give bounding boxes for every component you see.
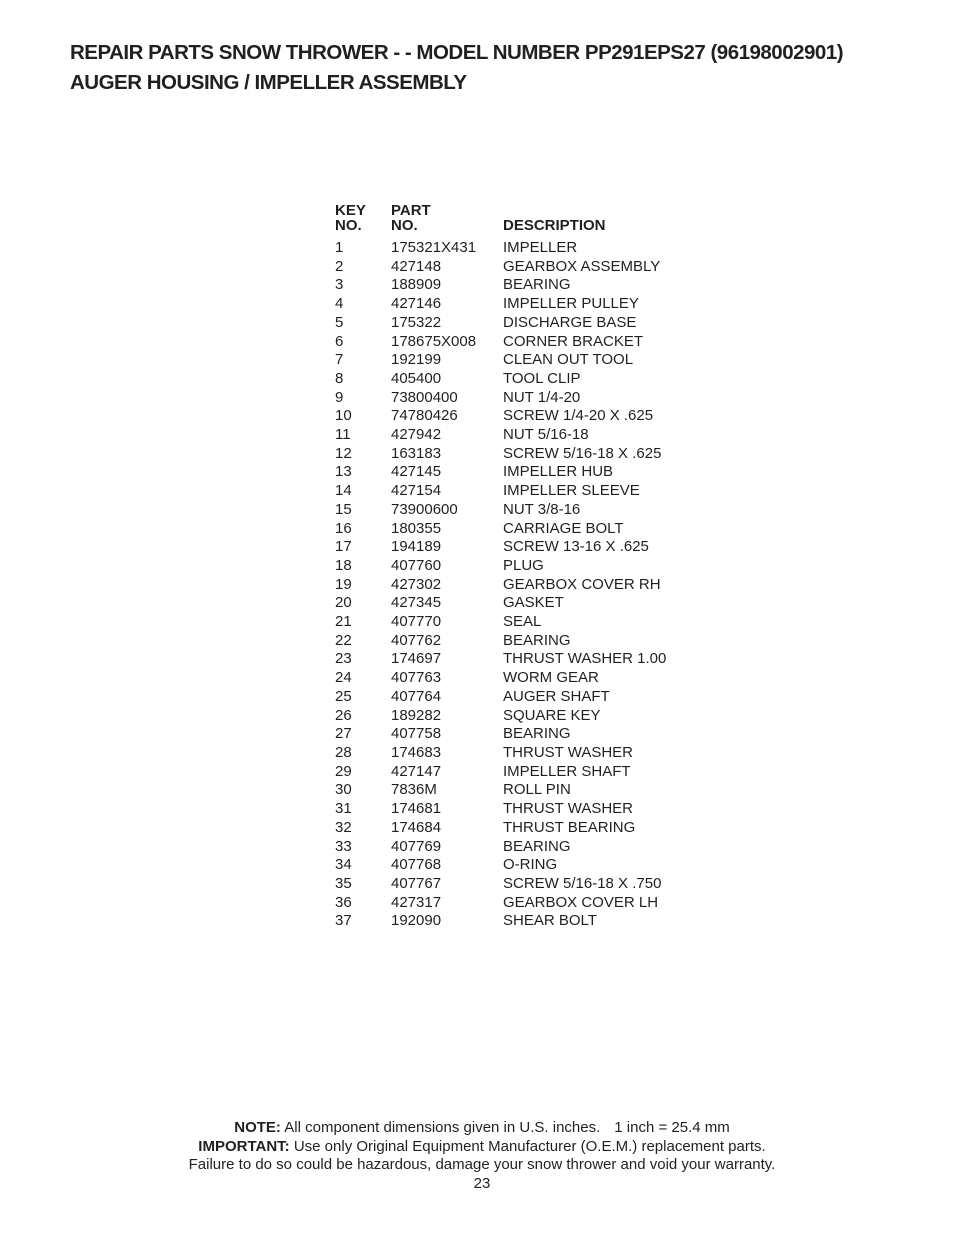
key-no-cell: 33 bbox=[335, 837, 352, 855]
table-row bbox=[335, 426, 703, 445]
description-cell: AUGER SHAFT bbox=[503, 687, 610, 705]
key-no-cell: 29 bbox=[335, 762, 352, 780]
key-no-cell: 19 bbox=[335, 575, 352, 593]
key-no-cell: 35 bbox=[335, 874, 352, 892]
header-description: DESCRIPTION bbox=[503, 217, 606, 234]
table-row bbox=[335, 501, 703, 520]
section-title: AUGER HOUSING / IMPELLER ASSEMBLY bbox=[70, 71, 467, 94]
part-no-cell: 163183 bbox=[391, 444, 442, 462]
page-number: 23 bbox=[473, 1174, 491, 1192]
header-key-line2: NO. bbox=[335, 217, 362, 234]
note-text: All component dimensions given in U.S. inches. bbox=[284, 1119, 601, 1136]
key-no-cell: 5 bbox=[335, 313, 344, 331]
header-part-line1: PART bbox=[391, 202, 431, 219]
part-no-cell: 174697 bbox=[391, 650, 442, 668]
description-cell: THRUST WASHER bbox=[503, 743, 634, 761]
description-cell: BEARING bbox=[503, 631, 571, 649]
table-row bbox=[335, 576, 703, 595]
part-no-cell: 73800400 bbox=[391, 388, 458, 406]
key-no-cell: 4 bbox=[335, 295, 344, 313]
part-no-cell: 427148 bbox=[391, 257, 442, 275]
table-row bbox=[335, 276, 703, 295]
table-row bbox=[335, 295, 703, 314]
key-no-cell: 21 bbox=[335, 613, 352, 631]
key-no-cell: 11 bbox=[335, 426, 351, 444]
part-no-cell: 175322 bbox=[391, 313, 442, 331]
key-no-cell: 1 bbox=[335, 239, 344, 256]
key-no-cell: 17 bbox=[335, 538, 352, 556]
description-cell: DISCHARGE BASE bbox=[503, 313, 637, 331]
table-row bbox=[335, 613, 703, 632]
key-no-cell: 32 bbox=[335, 818, 352, 836]
description-cell: SCREW 5/16-18 X .625 bbox=[503, 444, 662, 462]
header-part-no bbox=[391, 203, 503, 239]
description-cell: BEARING bbox=[503, 725, 571, 743]
part-no-cell: 407762 bbox=[391, 631, 442, 649]
parts-table bbox=[335, 203, 703, 931]
note-label: NOTE: bbox=[234, 1119, 281, 1136]
description-cell: TOOL CLIP bbox=[503, 369, 581, 387]
header-key-no bbox=[335, 203, 391, 239]
table-row bbox=[335, 333, 703, 352]
description-cell: GEARBOX COVER LH bbox=[503, 893, 659, 911]
table-row bbox=[335, 763, 703, 782]
description-cell: WORM GEAR bbox=[503, 669, 599, 687]
important-text: Use only Original Equipment Manufacturer (O.E.M.) replacement parts. bbox=[293, 1137, 766, 1155]
description-cell: BEARING bbox=[503, 276, 571, 294]
part-no-cell: 7836M bbox=[391, 781, 437, 799]
part-no-cell: 407768 bbox=[391, 856, 442, 874]
table-row bbox=[335, 875, 703, 894]
part-no-cell: 427145 bbox=[391, 463, 442, 481]
part-no-cell: 175321X431 bbox=[391, 239, 477, 256]
part-no-cell: 192199 bbox=[391, 351, 442, 369]
table-row bbox=[335, 669, 703, 688]
important-line bbox=[0, 1138, 954, 1157]
part-no-cell: 427146 bbox=[391, 295, 442, 313]
part-no-cell: 189282 bbox=[391, 706, 442, 724]
description-cell: IMPELLER bbox=[503, 239, 578, 256]
page-footer bbox=[0, 1119, 954, 1193]
description-cell: IMPELLER SHAFT bbox=[503, 762, 631, 780]
key-no-cell: 30 bbox=[335, 781, 352, 799]
key-no-cell: 22 bbox=[335, 631, 352, 649]
table-row bbox=[335, 557, 703, 576]
key-no-cell: 6 bbox=[335, 332, 344, 350]
table-row bbox=[335, 632, 703, 651]
table-row bbox=[335, 314, 703, 333]
description-cell: NUT 3/8-16 bbox=[503, 500, 581, 518]
part-no-cell: 407769 bbox=[391, 837, 442, 855]
page-header bbox=[70, 38, 930, 98]
part-no-cell: 174681 bbox=[391, 800, 442, 818]
key-no-cell: 18 bbox=[335, 556, 352, 574]
key-no-cell: 8 bbox=[335, 369, 344, 387]
description-cell: ROLL PIN bbox=[503, 781, 571, 799]
part-no-cell: 407764 bbox=[391, 687, 442, 705]
description-cell: BEARING bbox=[503, 837, 571, 855]
description-cell: IMPELLER SLEEVE bbox=[503, 482, 640, 500]
description-cell: SQUARE KEY bbox=[503, 706, 601, 724]
key-no-cell: 10 bbox=[335, 407, 352, 425]
key-no-cell: 3 bbox=[335, 276, 344, 294]
part-no-cell: 405400 bbox=[391, 369, 442, 387]
table-row bbox=[335, 594, 703, 613]
description-cell: CORNER BRACKET bbox=[503, 332, 644, 350]
table-row bbox=[335, 482, 703, 501]
description-cell: CARRIAGE BOLT bbox=[503, 519, 624, 537]
description-cell: PLUG bbox=[503, 556, 544, 574]
description-cell: THRUST WASHER bbox=[503, 800, 634, 818]
key-no-cell: 28 bbox=[335, 743, 352, 761]
key-no-cell: 25 bbox=[335, 687, 352, 705]
table-row bbox=[335, 688, 703, 707]
description-cell: SHEAR BOLT bbox=[503, 912, 597, 930]
header-key-line1: KEY bbox=[335, 202, 366, 219]
table-row bbox=[335, 520, 703, 539]
parts-table-body bbox=[335, 239, 703, 931]
key-no-cell: 16 bbox=[335, 519, 352, 537]
table-row bbox=[335, 819, 703, 838]
key-no-cell: 13 bbox=[335, 463, 352, 481]
table-row bbox=[335, 838, 703, 857]
table-row bbox=[335, 856, 703, 875]
table-row bbox=[335, 389, 703, 408]
table-row bbox=[335, 445, 703, 464]
key-no-cell: 23 bbox=[335, 650, 352, 668]
description-cell: SCREW 13-16 X .625 bbox=[503, 538, 649, 556]
table-row bbox=[335, 463, 703, 482]
table-row bbox=[335, 800, 703, 819]
warning-line: Failure to do so could be hazardous, damage your snow thrower and void your warranty. bbox=[188, 1156, 776, 1173]
page-title: REPAIR PARTS SNOW THROWER - - MODEL NUMBER PP291EPS27 (96198002901) bbox=[70, 41, 844, 64]
description-cell: THRUST BEARING bbox=[503, 818, 636, 836]
part-no-cell: 427302 bbox=[391, 575, 442, 593]
part-no-cell: 180355 bbox=[391, 519, 442, 537]
key-no-cell: 9 bbox=[335, 388, 344, 406]
part-no-cell: 407767 bbox=[391, 874, 442, 892]
table-row bbox=[335, 912, 703, 931]
key-no-cell: 7 bbox=[335, 351, 344, 369]
part-no-cell: 427942 bbox=[391, 426, 442, 444]
table-row bbox=[335, 707, 703, 726]
part-no-cell: 407758 bbox=[391, 725, 442, 743]
table-row bbox=[335, 407, 703, 426]
key-no-cell: 20 bbox=[335, 594, 352, 612]
note-line bbox=[0, 1119, 954, 1138]
part-no-cell: 192090 bbox=[391, 912, 442, 930]
part-no-cell: 427345 bbox=[391, 594, 442, 612]
part-no-cell: 194189 bbox=[391, 538, 442, 556]
table-row bbox=[335, 351, 703, 370]
part-no-cell: 73900600 bbox=[391, 500, 458, 518]
description-cell: CLEAN OUT TOOL bbox=[503, 351, 634, 369]
description-cell: SEAL bbox=[503, 613, 542, 631]
table-row bbox=[335, 894, 703, 913]
part-no-cell: 74780426 bbox=[391, 407, 458, 425]
key-no-cell: 37 bbox=[335, 912, 352, 930]
key-no-cell: 15 bbox=[335, 500, 352, 518]
part-no-cell: 174683 bbox=[391, 743, 442, 761]
key-no-cell: 34 bbox=[335, 856, 352, 874]
table-row bbox=[335, 370, 703, 389]
key-no-cell: 31 bbox=[335, 800, 352, 818]
description-cell: GEARBOX ASSEMBLY bbox=[503, 257, 661, 275]
table-row bbox=[335, 239, 703, 258]
part-no-cell: 407770 bbox=[391, 613, 442, 631]
part-no-cell: 427147 bbox=[391, 762, 442, 780]
description-cell: THRUST WASHER 1.00 bbox=[503, 650, 667, 668]
table-row bbox=[335, 258, 703, 277]
part-no-cell: 178675X008 bbox=[391, 332, 477, 350]
important-label: IMPORTANT: bbox=[198, 1137, 290, 1155]
table-header-row bbox=[335, 203, 703, 239]
description-cell: GASKET bbox=[503, 594, 564, 612]
description-cell: IMPELLER HUB bbox=[503, 463, 614, 481]
key-no-cell: 36 bbox=[335, 893, 352, 911]
table-row bbox=[335, 538, 703, 557]
part-no-cell: 427154 bbox=[391, 482, 442, 500]
header-part-line2: NO. bbox=[391, 217, 418, 234]
table-row bbox=[335, 725, 703, 744]
description-cell: NUT 1/4-20 bbox=[503, 388, 581, 406]
key-no-cell: 12 bbox=[335, 444, 352, 462]
part-no-cell: 174684 bbox=[391, 818, 442, 836]
description-cell: SCREW 5/16-18 X .750 bbox=[503, 874, 662, 892]
key-no-cell: 2 bbox=[335, 257, 344, 275]
part-no-cell: 407763 bbox=[391, 669, 442, 687]
key-no-cell: 26 bbox=[335, 706, 352, 724]
description-cell: IMPELLER PULLEY bbox=[503, 295, 639, 313]
key-no-cell: 24 bbox=[335, 669, 352, 687]
description-cell: SCREW 1/4-20 X .625 bbox=[503, 407, 654, 425]
part-no-cell: 427317 bbox=[391, 893, 442, 911]
part-no-cell: 407760 bbox=[391, 556, 442, 574]
table-row bbox=[335, 650, 703, 669]
table-row bbox=[335, 781, 703, 800]
description-cell: O-RING bbox=[503, 856, 558, 874]
description-cell: GEARBOX COVER RH bbox=[503, 575, 661, 593]
table-row bbox=[335, 744, 703, 763]
key-no-cell: 14 bbox=[335, 482, 352, 500]
key-no-cell: 27 bbox=[335, 725, 352, 743]
description-cell: NUT 5/16-18 bbox=[503, 426, 589, 444]
note-conversion: 1 inch = 25.4 mm bbox=[614, 1119, 730, 1136]
part-no-cell: 188909 bbox=[391, 276, 442, 294]
